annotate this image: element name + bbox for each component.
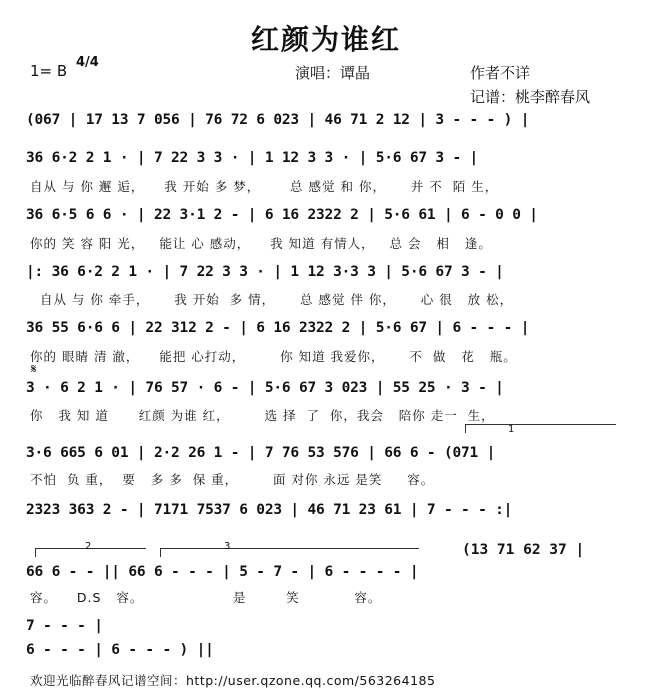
singer-credit: 演唱：谭晶: [295, 64, 371, 82]
composer-credit: 作者不详: [470, 64, 531, 82]
score-title: 红颜为谁红: [250, 23, 401, 56]
volta-label-1: 1: [508, 424, 515, 435]
footer-note: 欢迎光临醉春风记谱空间：http://user.qzone.qq.com/563264185: [30, 673, 436, 688]
lyric-line: 容。 D.S 容。 是 笑 容。: [30, 590, 382, 605]
lyric-line: 你的 眼睛 清 澈， 能把 心打动， 你 知道 我爱你， 不 做 花 瓶。: [30, 349, 517, 364]
notation-row-coda: 7 - - - | 6 - - - | 6 - - - ) ||: [26, 618, 214, 658]
key-signature: 1= B: [30, 62, 68, 80]
transcriber-credit: 记谱：桃李醉春风: [470, 88, 591, 106]
volta-bracket-3: [160, 548, 419, 557]
lyric-line: 自从 与 你 邂 逅， 我 开始 多 梦， 总 感觉 和 你， 并 不 陌 生，: [30, 179, 499, 194]
time-signature: 4/4: [76, 55, 99, 70]
notation-row-ending: 66 6 - - || 66 6 - - - | 5 - 7 - | 6 - - - - |: [26, 564, 419, 580]
lyric-line: 你的 笑 容 阳 光， 能让 心 感动， 我 知道 有情人， 总 会 相 逢。: [30, 236, 492, 251]
lyric-line: 不怕 负 重， 要 多 多 保 重， 面 对你 永远 是笑 容。: [30, 472, 435, 487]
volta-label-3: 3: [224, 541, 231, 552]
volta-label-2: 2: [85, 541, 92, 552]
notation-row-intro: (067 | 17 13 7 056 | 76 72 6 023 | 46 71 2 12 | 3 - - - ) |: [26, 112, 530, 128]
notation-row: |: 36 6·2 2 1 · | 7 22 3 3 · | 1 12 3·3 3 | 5·6 67 3 - |: [26, 264, 504, 280]
notation-row: 36 6·2 2 1 · | 7 22 3 3 · | 1 12 3 3 · | 5·6 67 3 - |: [26, 150, 479, 166]
lyric-line: 自从 与 你 牵手， 我 开始 多 情， 总 感觉 伴 你， 心 很 放 松，: [30, 292, 514, 307]
segno-sign: 𝄋: [31, 362, 37, 377]
notation-row: 36 6·5 6 6 · | 22 3·1 2 - | 6 16 2322 2 | 5·6 61 | 6 - 0 0 |: [26, 207, 538, 223]
lyric-line: 你 我 知 道 红颜 为谁 红， 选 择 了 你，我会 陪你 走一 生，: [30, 408, 495, 423]
notation-row: 3 · 6 2 1 · | 76 57 · 6 - | 5·6 67 3 023 | 55 25 · 3 - |: [26, 380, 504, 396]
notation-row: 3·6 665 6 01 | 2·2 26 1 - | 7 76 53 576 | 66 6 - (071 |: [26, 445, 496, 461]
volta-3-rhythm: (13 71 62 37 |: [462, 542, 585, 558]
notation-row: 36 55 6·6 6 | 22 312 2 - | 6 16 2322 2 | 5·6 67 | 6 - - - |: [26, 320, 530, 336]
volta-bracket-1: [465, 424, 616, 433]
notation-row-interlude: 2323 363 2 - | 7171 7537 6 023 | 46 71 23 61 | 7 - - - :|: [26, 502, 513, 518]
